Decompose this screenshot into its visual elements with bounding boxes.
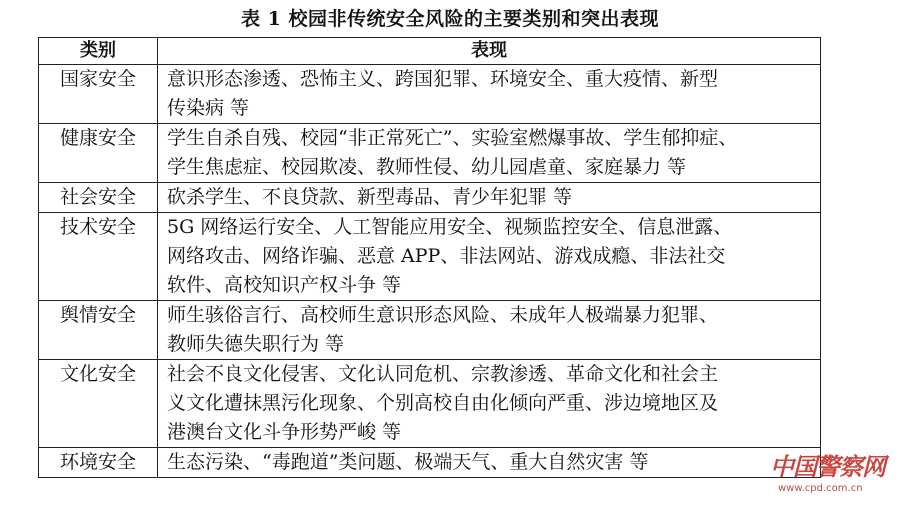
description-cell <box>158 448 821 478</box>
table-row <box>39 360 821 448</box>
table-row <box>39 448 821 478</box>
watermark-url: www.cpd.com.cn <box>778 483 863 494</box>
description-cell <box>158 124 821 183</box>
table-row <box>39 301 821 360</box>
category-cell: 社会安全 <box>39 183 158 213</box>
description-cell <box>158 183 821 213</box>
header-description: 表现 <box>158 38 821 65</box>
description-cell <box>158 301 821 360</box>
description-line: 社会不良文化侵害、文化认同危机、宗教渗透、革命文化和社会主 <box>167 363 719 385</box>
description-cell <box>158 360 821 448</box>
description-line: 生态污染、“毒跑道”类问题、极端天气、重大自然灾害 等 <box>167 451 649 473</box>
category-cell: 文化安全 <box>39 360 158 448</box>
risk-table <box>38 37 821 478</box>
watermark-logo: 中国警察网 <box>770 452 885 481</box>
header-category: 类别 <box>39 38 158 65</box>
description-line: 软件、高校知识产权斗争 等 <box>167 274 402 296</box>
table-row <box>39 65 821 124</box>
table-row <box>39 213 821 301</box>
description-line: 5G 网络运行安全、人工智能应用安全、视频监控安全、信息泄露、 <box>167 216 733 238</box>
description-line: 学生焦虑症、校园欺凌、教师性侵、幼儿园虐童、家庭暴力 等 <box>167 156 687 178</box>
category-cell: 国家安全 <box>39 65 158 124</box>
table-header-row <box>39 38 821 65</box>
description-line: 义文化遭抹黑污化现象、个别高校自由化倾向严重、涉边境地区及 <box>167 392 719 414</box>
table-row <box>39 183 821 213</box>
description-line: 教师失德失职行为 等 <box>167 333 345 355</box>
category-cell: 技术安全 <box>39 213 158 301</box>
description-line: 师生骇俗言行、高校师生意识形态风险、未成年人极端暴力犯罪、 <box>167 304 719 326</box>
description-line: 意识形态渗透、恐怖主义、跨国犯罪、环境安全、重大疫情、新型 <box>167 68 719 90</box>
description-line: 传染病 等 <box>167 97 250 119</box>
watermark <box>770 452 895 502</box>
description-cell <box>158 213 821 301</box>
category-cell: 环境安全 <box>39 448 158 478</box>
description-cell <box>158 65 821 124</box>
description-line: 港澳台文化斗争形势严峻 等 <box>167 421 402 443</box>
table-row <box>39 124 821 183</box>
description-line: 砍杀学生、不良贷款、新型毒品、青少年犯罪 等 <box>167 186 573 208</box>
description-line: 学生自杀自残、校园“非正常死亡”、实验室燃爆事故、学生郁抑症、 <box>167 127 738 149</box>
table-title: 表 1 校园非传统安全风险的主要类别和突出表现 <box>241 8 659 30</box>
category-cell: 舆情安全 <box>39 301 158 360</box>
description-line: 网络攻击、网络诈骗、恶意 APP、非法网站、游戏成瘾、非法社交 <box>167 245 726 267</box>
category-cell: 健康安全 <box>39 124 158 183</box>
